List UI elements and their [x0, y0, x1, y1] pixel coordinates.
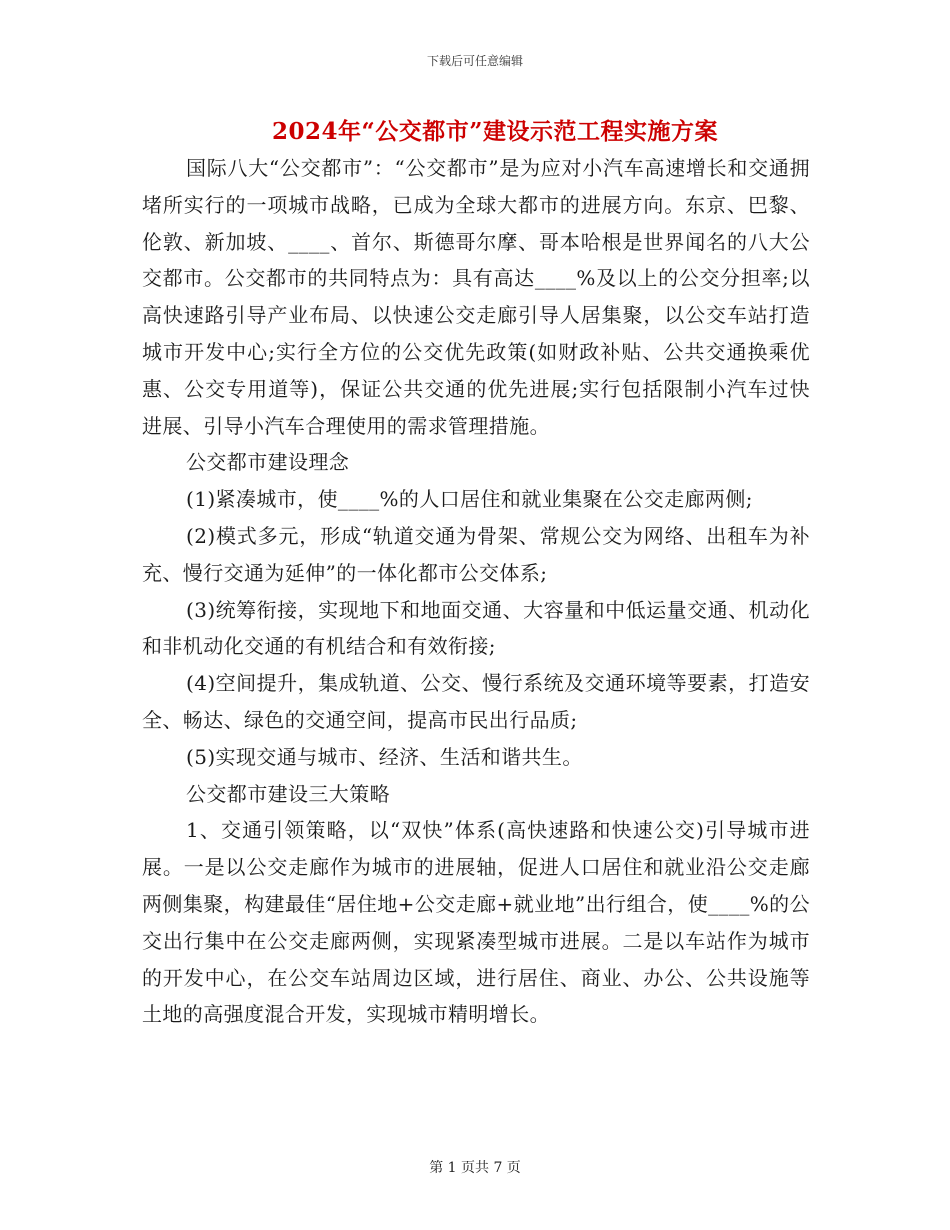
concept-item-4: (4)空间提升，集成轨道、公交、慢行系统及交通环境等要素，打造安全、畅达、绿色的交通空间，提高市民出行品质;	[142, 671, 810, 732]
concept-item-3: (3)统筹衔接，实现地下和地面交通、大容量和中低运量交通、机动化和非机动化交通的有机结合和有效衔接;	[142, 597, 810, 659]
concept-item-2: (2)模式多元，形成“轨道交通为骨架、常规公交为网络、出租车为补充、慢行交通为延伸”的一体化都市公交体系;	[142, 523, 810, 585]
document-body	[142, 150, 810, 1033]
strategy-item-1: 1、交通引领策略，以“双快”体系(高快速路和快速公交)引导城市进展。一是以公交走廊作为城市的进展轴，促进人口居住和就业沿公交走廊两侧集聚，构建最佳“居住地+公交走廊+就业地”出行组合，使____%的公交出行集中在公交走廊两侧，实现紧凑型城市进展。二是以车站作为城市的开发中心，在公交车站周边区域，进行居住、商业、办公、公共设施等土地的高强度混合开发，实现城市精明增长。	[142, 818, 810, 1027]
concept-item-1: (1)紧凑城市，使____%的人口居住和就业集聚在公交走廊两侧;	[186, 487, 753, 512]
header-note: 下载后可任意编辑	[426, 54, 523, 68]
intro-paragraph: 国际八大“公交都市”：“公交都市”是为应对小汽车高速增长和交通拥堵所实行的一项城市战略，已成为全球大都市的进展方向。东京、巴黎、伦敦、新加坡、____、首尔、斯德哥尔摩、哥本哈根是世界闻名的八大公交都市。公交都市的共同特点为：具有高达____%及以上的公交分担率;以高快速路引导产业布局、以快速公交走廊引导人居集聚，以公交车站打造城市开发中心;实行全方位的公交优先政策(如财政补贴、公共交通换乘优惠、公交专用道等)，保证公共交通的优先进展;实行包括限制小汽车过快进展、引导小汽车合理使用的需求管理措施。	[142, 156, 810, 438]
page-number: 第 1 页共 7 页	[429, 1160, 521, 1176]
document-title: 2024年“公交都市”建设示范工程实施方案	[272, 118, 718, 145]
section-heading-concept: 公交都市建设理念	[186, 450, 350, 475]
concept-item-5: (5)实现交通与城市、经济、生活和谐共生。	[186, 744, 583, 769]
section-heading-strategy: 公交都市建设三大策略	[186, 781, 390, 806]
